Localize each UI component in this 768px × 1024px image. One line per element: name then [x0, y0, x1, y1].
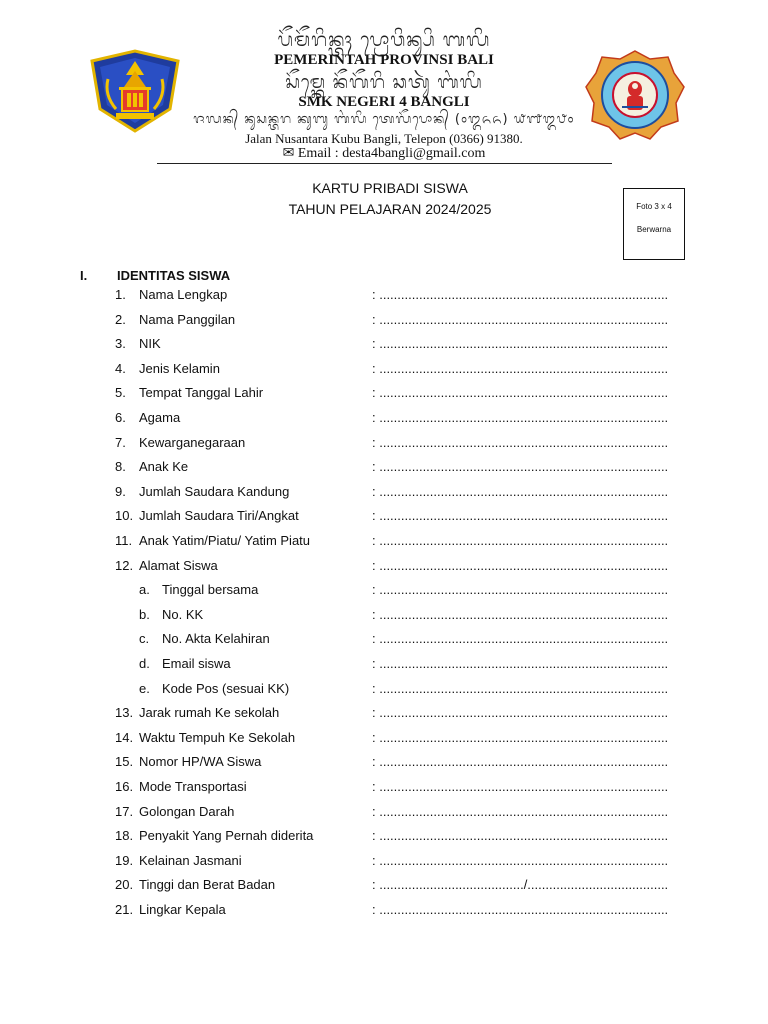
page-title: KARTU PRIBADI SISWA	[312, 180, 468, 196]
form-row	[0, 312, 768, 332]
balinese-script-line-1: ᬧᭂᬫᭂᬭᬶᬦ᭄ᬢᬄ ᬧ᭄ᬭᭀᬯᬶᬦ᭄ᬲᬶ ᬩᬮᬶ	[277, 29, 491, 51]
sub-item-letter: b.	[139, 606, 150, 622]
government-name: PEMERINTAH PROVINSI BALI	[274, 52, 494, 68]
field-label: Tinggi dan Berat Badan	[139, 877, 276, 893]
page-subtitle: TAHUN PELAJARAN 2024/2025	[288, 201, 492, 217]
field-label: Alamat Siswa	[139, 557, 218, 573]
field-fill-line[interactable]: : ................................................................................	[372, 360, 669, 376]
sub-item-letter: d.	[139, 656, 150, 671]
form-row	[0, 730, 768, 750]
item-number: 5.	[115, 385, 126, 401]
item-number: 13.	[115, 705, 134, 721]
section-title: IDENTITAS SISWA	[117, 268, 231, 283]
school-email-text: Email : desta4bangli@gmail.com	[297, 146, 486, 161]
field-label: Nama Panggilan	[139, 311, 236, 327]
field-fill-line[interactable]: : ................................................................................	[372, 533, 669, 548]
school-address: Jalan Nusantara Kubu Bangli, Telepon (0366) 91380.	[245, 131, 523, 146]
item-number: 10.	[115, 508, 134, 524]
field-label: Penyakit Yang Pernah diderita	[139, 828, 314, 844]
field-label: Nama Lengkap	[139, 287, 228, 302]
form-row	[0, 804, 768, 824]
field-fill-line[interactable]: : ......................................../.......................................	[372, 877, 669, 893]
item-number: 12.	[115, 557, 134, 573]
balinese-script-line-2: ᬲᭂᬫ᭄ᬓᬾ ᬦᭂᬕᭂᬭᬶ ᬘᬢᬸᬃ ᬩᬂᬮᬶ	[285, 72, 483, 93]
item-number: 9.	[115, 483, 126, 499]
form-row	[0, 853, 768, 873]
form-row	[0, 533, 768, 553]
sub-item-letter: c.	[139, 631, 150, 647]
form-row	[0, 681, 768, 701]
field-label: NIK	[139, 336, 161, 352]
item-number: 1.	[115, 287, 126, 302]
mail-icon: ✉	[282, 146, 295, 161]
photo-placeholder-box	[623, 188, 685, 260]
field-fill-line[interactable]: : ................................................................................	[372, 656, 669, 671]
letterhead-divider	[157, 163, 612, 164]
form-row	[0, 877, 768, 897]
item-number: 19.	[115, 852, 134, 868]
field-label: No. KK	[162, 606, 204, 622]
field-label: Tempat Tanggal Lahir	[139, 385, 264, 401]
form-row	[0, 410, 768, 430]
field-fill-line[interactable]: : ................................................................................	[372, 557, 669, 573]
field-fill-line[interactable]: : ................................................................................	[372, 434, 669, 450]
form-row	[0, 385, 768, 405]
form-row	[0, 705, 768, 725]
sub-item-letter: e.	[139, 680, 150, 696]
field-fill-line[interactable]: : ................................................................................	[372, 852, 669, 868]
item-number: 8.	[115, 459, 126, 475]
section-number: I.	[80, 268, 88, 283]
form-row	[0, 435, 768, 455]
form-row	[0, 582, 768, 602]
item-number: 14.	[115, 729, 134, 745]
school-email	[0, 145, 768, 162]
field-fill-line[interactable]: : ................................................................................	[372, 582, 669, 598]
field-label: Kode Pos (sesuai KK)	[162, 680, 290, 696]
item-number: 7.	[115, 434, 126, 450]
field-fill-line[interactable]: : ................................................................................	[372, 606, 669, 622]
field-fill-line[interactable]: : ................................................................................	[372, 410, 669, 425]
photo-size-label: Foto 3 x 4	[636, 202, 672, 211]
form-row	[0, 779, 768, 799]
field-label: Mode Transportasi	[139, 779, 247, 794]
field-label: Golongan Darah	[139, 803, 235, 819]
field-label: Anak Yatim/Piatu/ Yatim Piatu	[139, 533, 311, 548]
item-number: 21.	[115, 902, 134, 917]
field-label: Kelainan Jasmani	[139, 852, 242, 868]
school-name: SMK NEGERI 4 BANGLI	[298, 94, 470, 110]
form-row	[0, 459, 768, 479]
field-fill-line[interactable]: : ................................................................................	[372, 508, 669, 524]
item-number: 4.	[115, 360, 126, 376]
field-label: Tinggal bersama	[162, 582, 259, 598]
field-label: Jarak rumah Ke sekolah	[139, 705, 280, 721]
field-fill-line[interactable]: : ................................................................................	[372, 779, 669, 794]
item-number: 16.	[115, 779, 134, 794]
form-row	[0, 558, 768, 578]
form-row	[0, 656, 768, 676]
field-fill-line[interactable]: : ................................................................................	[372, 459, 669, 475]
field-fill-line[interactable]: : ................................................................................	[372, 385, 669, 401]
form-row	[0, 631, 768, 651]
item-number: 3.	[115, 336, 126, 352]
item-number: 20.	[115, 877, 134, 893]
form-row	[0, 484, 768, 504]
field-fill-line[interactable]: : ................................................................................	[372, 336, 669, 352]
photo-color-label: Berwarna	[636, 225, 672, 234]
form-row	[0, 508, 768, 528]
item-number: 18.	[115, 828, 134, 844]
field-fill-line[interactable]: : ................................................................................	[372, 803, 669, 819]
form-row	[0, 336, 768, 356]
form-row	[0, 828, 768, 848]
item-number: 17.	[115, 803, 134, 819]
field-label: Jumlah Saudara Tiri/Angkat	[139, 508, 299, 524]
form-row	[0, 361, 768, 381]
field-fill-line[interactable]: : ................................................................................	[372, 483, 669, 499]
field-label: Jenis Kelamin	[139, 360, 220, 376]
field-label: Jumlah Saudara Kandung	[139, 483, 290, 499]
item-number: 6.	[115, 410, 126, 425]
item-number: 11.	[115, 533, 133, 548]
field-label: Waktu Tempuh Ke Sekolah	[139, 729, 296, 745]
field-fill-line[interactable]: : ................................................................................	[372, 902, 669, 917]
field-label: Lingkar Kepala	[139, 902, 226, 917]
field-label: Agama	[139, 410, 181, 425]
field-fill-line[interactable]: : ................................................................................	[372, 680, 669, 696]
field-fill-line[interactable]: : ................................................................................	[372, 729, 669, 745]
field-fill-line[interactable]: : ................................................................................	[372, 631, 669, 647]
field-fill-line[interactable]: : ................................................................................	[372, 311, 669, 327]
field-fill-line[interactable]: : ................................................................................	[372, 287, 669, 302]
field-fill-line[interactable]: : ................................................................................	[372, 828, 669, 844]
form-row	[0, 902, 768, 922]
form-row	[0, 754, 768, 774]
sub-item-letter: a.	[139, 582, 150, 598]
item-number: 15.	[115, 754, 134, 770]
field-label: Nomor HP/WA Siswa	[139, 754, 262, 770]
item-number: 2.	[115, 311, 126, 327]
balinese-script-line-3: ᬚᬮᬦ᭄ ᬦᬸᬲᬦ᭄ᬢᬭ ᬓᬸᬩᬸ ᬩᬂᬮᬶ ᬢᬾᬮᭂᬧᭀᬦ᭄ (᭐᭓᭖᭖) ᭙᭑᭓᭘᭐	[193, 112, 575, 127]
form-row	[0, 287, 768, 307]
field-label: Kewarganegaraan	[139, 434, 246, 450]
field-fill-line[interactable]: : ................................................................................	[372, 705, 669, 721]
field-label: Email siswa	[162, 656, 231, 671]
field-label: No. Akta Kelahiran	[162, 631, 270, 647]
field-label: Anak Ke	[139, 459, 189, 475]
form-row	[0, 607, 768, 627]
field-fill-line[interactable]: : ................................................................................	[372, 754, 669, 770]
